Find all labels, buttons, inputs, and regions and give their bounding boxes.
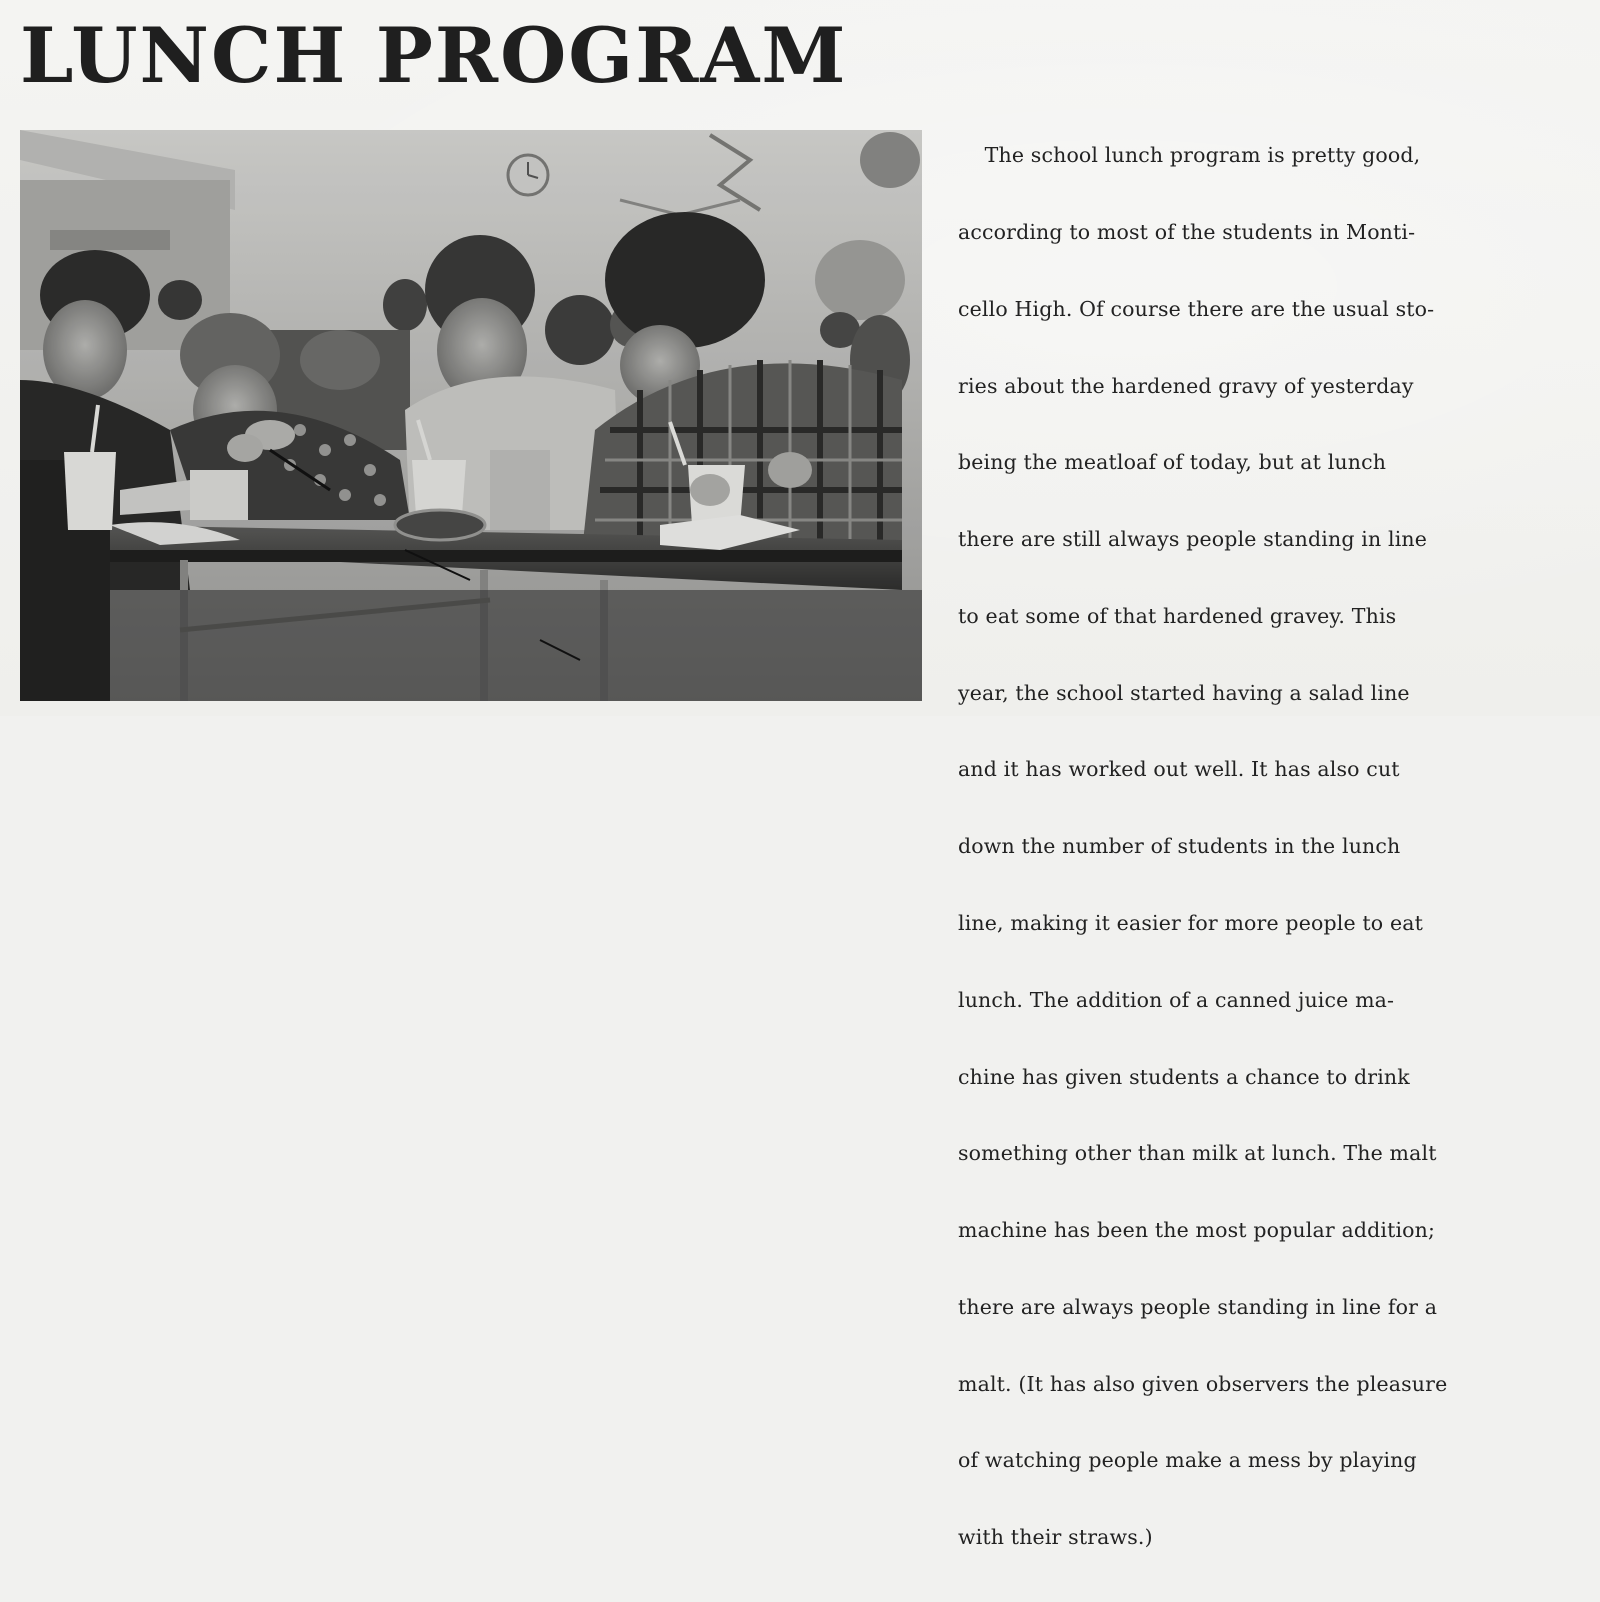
article-line: machine has been the most popular addition;	[958, 1218, 1436, 1243]
article-line: year, the school started having a salad line	[958, 680, 1410, 705]
article-line: ries about the hardened gravy of yesterday	[958, 373, 1414, 398]
article-line: The school lunch program is pretty good,	[958, 143, 1421, 168]
page-title: LUNCH PROGRAM	[20, 11, 848, 100]
article-line: and it has worked out well. It has also cut	[958, 757, 1400, 782]
article-line: according to most of the students in Monti-	[958, 219, 1416, 244]
article-line: malt. (It has also given observers the pleasure	[958, 1371, 1448, 1396]
article-line: chine has given students a chance to drink	[958, 1064, 1410, 1089]
article-body	[958, 92, 1570, 1602]
article-line: being the meatloaf of today, but at lunch	[958, 450, 1387, 475]
article-line: cello High. Of course there are the usual sto-	[958, 296, 1435, 321]
article-line: with their straws.)	[958, 1525, 1153, 1550]
cafeteria-scene-image	[20, 130, 922, 701]
article-line: line, making it easier for more people to eat	[958, 911, 1423, 935]
article-line: to eat some of that hardened gravey. This	[958, 603, 1397, 628]
article-line: of watching people make a mess by playing	[958, 1448, 1417, 1473]
article-line: there are always people standing in line for a	[958, 1294, 1438, 1319]
article-line: something other than milk at lunch. The malt	[958, 1141, 1437, 1166]
lunch-photo	[20, 130, 922, 701]
article-line: down the number of students in the lunch	[958, 834, 1401, 859]
article-line: lunch. The addition of a canned juice ma-	[958, 987, 1395, 1012]
article-line: there are still always people standing in line	[958, 527, 1428, 552]
